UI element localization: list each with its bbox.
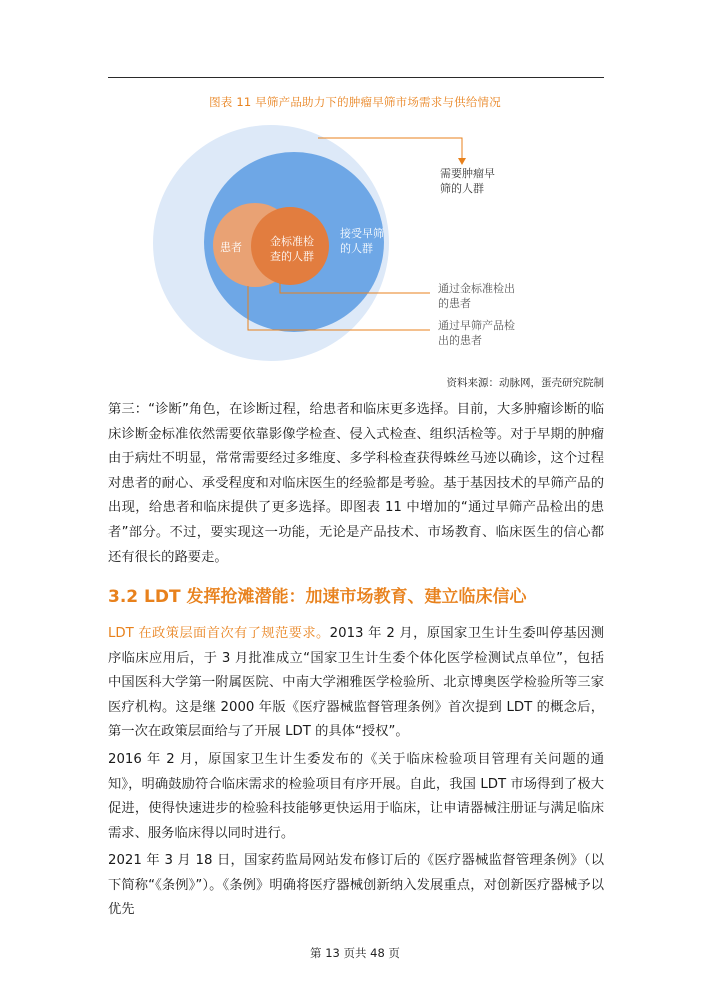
gold-detect-label: 通过金标准检出 的患者 [438,282,515,310]
paragraph-ldt-policy-text: 2013 年 2 月，原国家卫生计生委叫停基因测序临床应用后，于 3 月批准成立“国家卫生计生委个体化医学检测试点单位”，包括中国医科大学第一附属医院、中南大学湘雅医学检验所、北京博奥医学检验所等三家医疗机构。这是继 2000 年版《医疗器械监督管理条例》首次提到 LDT 的概念后，第一次在政策层面给与了开展 LDT 的具体“授权”。 [108,626,604,740]
figure-caption: 图表 11 早筛产品助力下的肿瘤早筛市场需求与供给情况 [209,95,501,109]
patient-circle-label: 患者 [220,241,242,254]
outer-leader-arrow [458,158,466,165]
header-rule [108,77,604,78]
paragraph-diagnosis: 第三：“诊断”角色，在诊断过程，给患者和临床更多选择。目前，大多肿瘤诊断的临床诊断金标准依然需要依靠影像学检查、侵入式检查、组织活检等。对于早期的肿瘤由于病灶不明显，常常需要经过多维度、多学科检查获得蛛丝马迹以确诊，这个过程对患者的耐心、承受程度和对临床医生的经验都是考验。基于基因技术的早筛产品的出现，给患者和临床提供了更多选择。即图表 11 中增加的“通过早筛产品检出的患者”部分。不过，要实现这一功能，无论是产品技术、市场教育、临床医生的信心都还有很长的路要走。 [108,402,604,565]
figure-source: 资料来源：动脉网，蛋壳研究院制 [446,377,604,389]
paragraph-highlight: LDT 在政策层面首次有了规范要求。 [108,626,330,641]
gold-standard-circle-label: 金标准检 查的人群 [270,235,314,263]
screening-circle-label: 接受早筛 的人群 [340,227,384,255]
paragraph-2016-notice: 2016 年 2 月，原国家卫生计生委发布的《关于临床检验项目管理有关问题的通知》，明确鼓励符合临床需求的检验项目有序开展。自此，我国 LDT 市场得到了极大促进，使得快速进步的检验科技能够更快运用于临床，让申请器械注册证与满足临床需求、服务临床得以同时进行。 [108,752,604,841]
section-heading: 3.2 LDT 发挥抢滩潜能：加速市场教育、建立临床信心 [108,587,527,607]
paragraph-ldt-policy [108,622,604,745]
outer-circle-label: 需要肿瘤早 筛的人群 [440,167,495,195]
paragraph-2021-regulation: 2021 年 3 月 18 日，国家药监局网站发布修订后的《医疗器械监督管理条例》（以下简称“《条例》”）。《条例》明确将医疗器械创新纳入发展重点，对创新医疗器械予以优先 [108,853,604,918]
venn-figure [108,118,604,368]
page-footer: 第 13 页共 48 页 [310,946,400,960]
product-detect-label: 通过早筛产品检 出的患者 [438,319,515,347]
